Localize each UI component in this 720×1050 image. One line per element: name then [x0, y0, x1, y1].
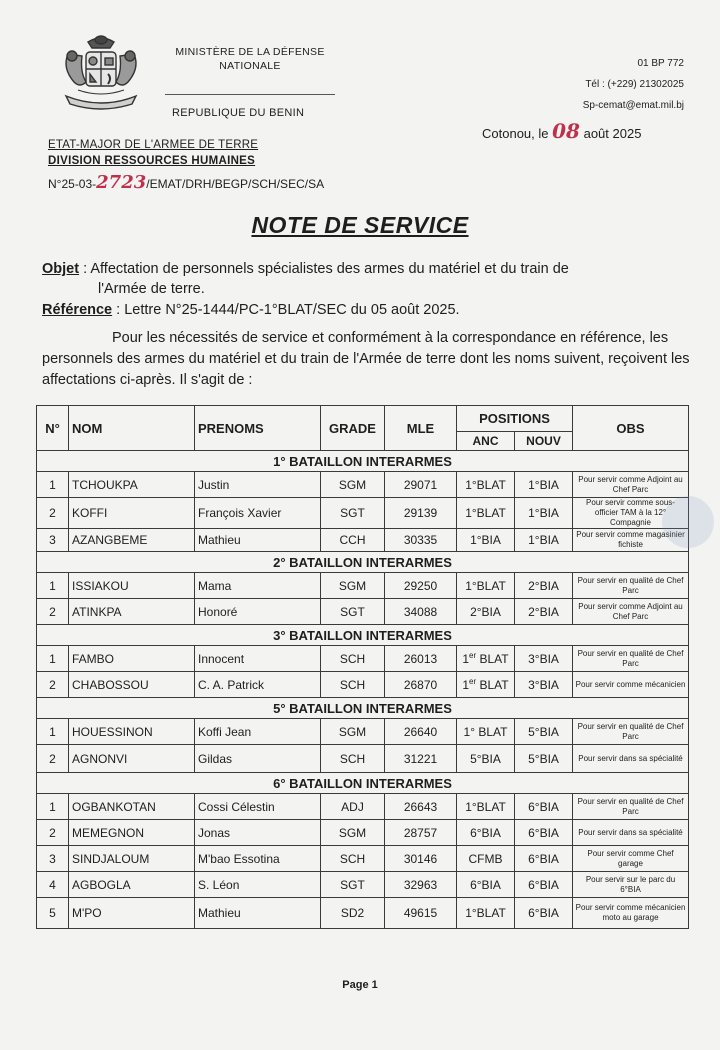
cell-grade: SCH — [321, 646, 385, 672]
cell-prenoms: François Xavier — [195, 498, 321, 529]
cell-mle: 30146 — [385, 846, 457, 872]
cell-obs: Pour servir dans sa spécialité — [573, 820, 689, 846]
header-nom: NOM — [69, 406, 195, 451]
table-row — [37, 898, 689, 929]
cell-obs: Pour servir en qualité de Chef Parc — [573, 794, 689, 820]
page-title: NOTE DE SERVICE — [251, 212, 469, 238]
cell-no: 1 — [37, 719, 69, 745]
cell-anc: 1°BIA — [457, 529, 515, 552]
cell-mle: 31221 — [385, 745, 457, 773]
cell-nom: OGBANKOTAN — [69, 794, 195, 820]
ministry-line-2: NATIONALE — [219, 60, 281, 72]
cell-nom: ATINKPA — [69, 599, 195, 625]
cell-prenoms: Mathieu — [195, 529, 321, 552]
cell-no: 2 — [37, 745, 69, 773]
cell-grade: SGT — [321, 498, 385, 529]
cell-anc: 1°BLAT — [457, 794, 515, 820]
table-body — [37, 451, 689, 929]
cell-mle: 29139 — [385, 498, 457, 529]
table-row — [37, 472, 689, 498]
cell-no: 1 — [37, 573, 69, 599]
table-row — [37, 794, 689, 820]
reference — [42, 302, 460, 318]
cell-mle: 28757 — [385, 820, 457, 846]
date-prefix: Cotonou, le — [482, 126, 549, 141]
objet-text: : Affectation de personnels spécialistes des armes du matériel et du train de — [79, 261, 569, 277]
cell-obs: Pour servir comme sous-officier TAM à la 12° Compagnie — [573, 498, 689, 529]
cell-grade: SGT — [321, 872, 385, 898]
cell-no: 2 — [37, 599, 69, 625]
reference-label: Référence — [42, 302, 113, 318]
cell-obs: Pour servir en qualité de Chef Parc — [573, 646, 689, 672]
header-no: N° — [37, 406, 69, 451]
assignments-table — [36, 405, 689, 929]
contact-email: Sp-cemat@emat.mil.bj — [582, 100, 684, 111]
section-title: 2° BATAILLON INTERARMES — [37, 552, 689, 573]
cell-obs: Pour servir comme mécanicien — [573, 672, 689, 698]
division: DIVISION RESSOURCES HUMAINES — [48, 155, 256, 167]
section-header-row — [37, 451, 689, 472]
cell-mle: 26870 — [385, 672, 457, 698]
date-day-handwritten: 08 — [552, 119, 580, 143]
contact-tel: Tél : (+229) 21302025 — [585, 79, 684, 90]
cell-grade: SCH — [321, 846, 385, 872]
section-header-row — [37, 625, 689, 646]
cell-obs: Pour servir en qualité de Chef Parc — [573, 573, 689, 599]
cell-nom: SINDJALOUM — [69, 846, 195, 872]
section-title: 5° BATAILLON INTERARMES — [37, 698, 689, 719]
place-date — [482, 119, 641, 143]
cell-nom: MEMEGNON — [69, 820, 195, 846]
cell-obs: Pour servir comme magasinier fichiste — [573, 529, 689, 552]
cell-mle: 26013 — [385, 646, 457, 672]
contact-bp: 01 BP 772 — [637, 58, 684, 69]
objet-label: Objet — [42, 261, 80, 277]
cell-nom: HOUESSINON — [69, 719, 195, 745]
section-title: 1° BATAILLON INTERARMES — [37, 451, 689, 472]
cell-mle: 49615 — [385, 898, 457, 929]
header-obs: OBS — [573, 406, 689, 451]
cell-nouv: 3°BIA — [515, 646, 573, 672]
cell-anc: CFMB — [457, 846, 515, 872]
section-header-row — [37, 773, 689, 794]
stamp-mark — [662, 496, 714, 548]
cell-obs: Pour servir comme Adjoint au Chef Parc — [573, 472, 689, 498]
cell-nom: KOFFI — [69, 498, 195, 529]
cell-prenoms: Mama — [195, 573, 321, 599]
reference-text: : Lettre N°25-1444/PC-1°BLAT/SEC du 05 août 2025. — [112, 302, 460, 318]
cell-grade: SGM — [321, 719, 385, 745]
cell-no: 1 — [37, 794, 69, 820]
cell-nouv: 6°BIA — [515, 898, 573, 929]
cell-prenoms: Koffi Jean — [195, 719, 321, 745]
cell-no: 3 — [37, 529, 69, 552]
cell-nouv: 6°BIA — [515, 872, 573, 898]
cell-obs: Pour servir sur le parc du 6°BIA — [573, 872, 689, 898]
cell-anc: 1°BLAT — [457, 573, 515, 599]
cell-prenoms: Jonas — [195, 820, 321, 846]
cell-mle: 26643 — [385, 794, 457, 820]
section-header-row — [37, 698, 689, 719]
cell-nom: AZANGBEME — [69, 529, 195, 552]
cell-anc: 5°BIA — [457, 745, 515, 773]
cell-prenoms: Mathieu — [195, 898, 321, 929]
table-row — [37, 498, 689, 529]
cell-mle: 29250 — [385, 573, 457, 599]
cell-prenoms: Justin — [195, 472, 321, 498]
table-row — [37, 672, 689, 698]
cell-anc: 1°BLAT — [457, 498, 515, 529]
contact-block — [583, 53, 684, 116]
cell-nouv: 2°BIA — [515, 573, 573, 599]
ministry-name — [160, 45, 340, 73]
cell-anc: 1er BLAT — [457, 646, 515, 672]
cell-nom: TCHOUKPA — [69, 472, 195, 498]
cell-mle: 32963 — [385, 872, 457, 898]
cell-obs: Pour servir comme Adjoint au Chef Parc — [573, 599, 689, 625]
table-row — [37, 529, 689, 552]
cell-nouv: 1°BIA — [515, 498, 573, 529]
cell-anc: 6°BIA — [457, 872, 515, 898]
cell-anc: 6°BIA — [457, 820, 515, 846]
section-title: 6° BATAILLON INTERARMES — [37, 773, 689, 794]
header-anc: ANC — [457, 432, 515, 451]
cell-grade: SD2 — [321, 898, 385, 929]
cell-anc: 1°BLAT — [457, 472, 515, 498]
cell-no: 2 — [37, 498, 69, 529]
cell-nouv: 6°BIA — [515, 794, 573, 820]
cell-grade: ADJ — [321, 794, 385, 820]
date-suffix: août 2025 — [583, 126, 642, 141]
cell-prenoms: Gildas — [195, 745, 321, 773]
section-title: 3° BATAILLON INTERARMES — [37, 625, 689, 646]
cell-no: 3 — [37, 846, 69, 872]
cell-nom: AGBOGLA — [69, 872, 195, 898]
ref-suffix: /EMAT/DRH/BEGP/SCH/SEC/SA — [146, 177, 325, 191]
cell-prenoms: Cossi Célestin — [195, 794, 321, 820]
table-row — [37, 872, 689, 898]
republic-name: REPUBLIQUE DU BENIN — [172, 107, 305, 119]
header-grade: GRADE — [321, 406, 385, 451]
page-number: Page 1 — [342, 979, 378, 991]
cell-nom: M'PO — [69, 898, 195, 929]
table-row — [37, 646, 689, 672]
cell-nouv: 6°BIA — [515, 846, 573, 872]
cell-grade: SGM — [321, 472, 385, 498]
cell-no: 1 — [37, 472, 69, 498]
table-row — [37, 745, 689, 773]
cell-mle: 30335 — [385, 529, 457, 552]
header-mle: MLE — [385, 406, 457, 451]
cell-obs: Pour servir en qualité de Chef Parc — [573, 719, 689, 745]
etat-major: ETAT-MAJOR DE L'ARMEE DE TERRE — [48, 139, 259, 151]
table-row — [37, 599, 689, 625]
cell-nom: ISSIAKOU — [69, 573, 195, 599]
table-row — [37, 846, 689, 872]
ministry-line-1: MINISTÈRE DE LA DÉFENSE — [175, 46, 325, 58]
cell-nouv: 5°BIA — [515, 745, 573, 773]
cell-nouv: 5°BIA — [515, 719, 573, 745]
cell-grade: SCH — [321, 672, 385, 698]
cell-anc: 1°BLAT — [457, 898, 515, 929]
objet — [42, 259, 692, 299]
cell-obs: Pour servir comme Chef garage — [573, 846, 689, 872]
cell-no: 5 — [37, 898, 69, 929]
header-prenoms: PRENOMS — [195, 406, 321, 451]
cell-mle: 34088 — [385, 599, 457, 625]
table-row — [37, 719, 689, 745]
cell-nouv: 2°BIA — [515, 599, 573, 625]
cell-grade: CCH — [321, 529, 385, 552]
table-row — [37, 820, 689, 846]
cell-obs: Pour servir comme mécanicien moto au garage — [573, 898, 689, 929]
cell-nouv: 6°BIA — [515, 820, 573, 846]
cell-anc: 1° BLAT — [457, 719, 515, 745]
cell-anc: 2°BIA — [457, 599, 515, 625]
cell-no: 4 — [37, 872, 69, 898]
cell-prenoms: C. A. Patrick — [195, 672, 321, 698]
cell-nouv: 3°BIA — [515, 672, 573, 698]
cell-mle: 26640 — [385, 719, 457, 745]
benin-coat-of-arms-icon — [58, 34, 144, 114]
cell-prenoms: M'bao Essotina — [195, 846, 321, 872]
header-nouv: NOUV — [515, 432, 573, 451]
header-divider — [165, 94, 335, 95]
cell-grade: SGM — [321, 573, 385, 599]
cell-nouv: 1°BIA — [515, 472, 573, 498]
cell-nouv: 1°BIA — [515, 529, 573, 552]
cell-prenoms: Innocent — [195, 646, 321, 672]
ref-number-handwritten: 2723 — [96, 172, 147, 193]
cell-nom: FAMBO — [69, 646, 195, 672]
cell-prenoms: Honoré — [195, 599, 321, 625]
cell-prenoms: S. Léon — [195, 872, 321, 898]
cell-nom: AGNONVI — [69, 745, 195, 773]
reference-number — [48, 172, 324, 193]
cell-no: 1 — [37, 646, 69, 672]
cell-no: 2 — [37, 672, 69, 698]
ref-prefix: N°25-03- — [48, 177, 97, 191]
objet-text-continued: l'Armée de terre. — [98, 281, 205, 297]
cell-grade: SCH — [321, 745, 385, 773]
intro-paragraph: Pour les nécessités de service et conformément à la correspondance en référence, les personnels des armes du matériel et du train de l'Armée de terre dont les noms suivent, reçoivent les affectations ci-après. Il s'agit de : — [42, 330, 690, 388]
cell-no: 2 — [37, 820, 69, 846]
table-row — [37, 573, 689, 599]
cell-obs: Pour servir dans sa spécialité — [573, 745, 689, 773]
cell-grade: SGT — [321, 599, 385, 625]
cell-grade: SGM — [321, 820, 385, 846]
cell-anc: 1er BLAT — [457, 672, 515, 698]
cell-nom: CHABOSSOU — [69, 672, 195, 698]
section-header-row — [37, 552, 689, 573]
header-positions: POSITIONS — [457, 406, 573, 432]
cell-mle: 29071 — [385, 472, 457, 498]
